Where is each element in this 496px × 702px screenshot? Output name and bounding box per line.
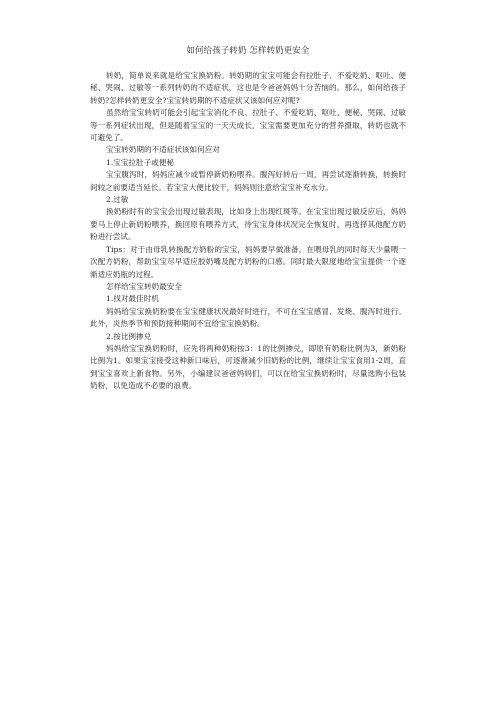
subheading-timing: 1.找对最佳时机 [106, 294, 159, 304]
document-title: 如何给孩子转奶 怎样转奶更安全 [186, 45, 310, 55]
section-heading-symptoms: 宝宝转奶期的不适症状该如何应对 [106, 145, 220, 155]
body-paragraph: 虽然给宝宝转奶可能会引起宝宝消化不良、拉肚子、不爱吃奶、呕吐、便秘、哭闹、过敏等一系列症状出现，但是随着宝宝的一天天成长，宝宝需要更加充分的营养摄取，转奶也就不可避免了。 [90, 108, 406, 143]
intro-paragraph: 转奶，简单说来就是给宝宝换奶粉。转奶期的宝宝可能会有拉肚子、不爱吃奶、呕吐、便秘、哭闹、过敏等一系列转奶的不适症状，这也是令爸爸妈妈十分苦恼的。那么，如何给孩子转奶?怎样转奶更安全?宝宝转奶期的不适症状又该如何应对呢? [90, 71, 406, 105]
body-paragraph: 宝宝腹泻时，妈妈应减少或暂停新奶粉喂养。腹泻好转后一周，再尝试逐渐转换，转换时间较之前要适当延长。若宝宝大便比较干，妈妈则注意给宝宝补充水分。 [90, 170, 406, 192]
document-body [90, 70, 406, 393]
tips-paragraph: Tips：对于由母乳转换配方奶粉的宝宝，妈妈要早做准备，在喂母乳的同时每天少量喂一次配方奶粉，帮助宝宝尽早适应胶奶嘴及配方奶粉的口感。同时最大限度地给宝宝提供一个逐渐适应奶瓶的过程。 [90, 244, 406, 279]
section-heading-safe-switch: 怎样给宝宝转奶最安全 [106, 281, 182, 291]
body-paragraph: 换奶粉时有的宝宝会出现过敏表现，比如身上出现红斑等。在宝宝出现过敏反应后，妈妈要马上停止新奶粉喂养，换回原有喂养方式，待宝宝身体状况完全恢复时，再选择其他配方奶粉进行尝试。 [90, 207, 406, 242]
subheading-allergy: 2.过敏 [106, 195, 129, 205]
subheading-ratio: 2.按比例掺兑 [106, 331, 152, 341]
body-paragraph: 妈妈给宝宝换奶粉要在宝宝健康状况最好时进行，不可在宝宝感冒、发烧、腹泻时进行。此外，炎热季节和预防接种期间不宜给宝宝换奶粉。 [90, 306, 406, 329]
subheading-diarrhea-constipation: 1.宝宝拉肚子或便秘 [106, 157, 174, 167]
body-paragraph: 妈妈给宝宝换奶粉时，应先将两种奶粉按3：1的比例掺兑，即原有奶粉比例为3，新奶粉比例为1。如果宝宝接受这种新口味后，可逐渐减少旧奶粉的比例，继续让宝宝食用1-2周，直到宝宝喜欢上新食物。另外，小编建议爸爸妈妈们，可以在给宝宝换奶粉时，尽量选购小包装奶粉，以免造成不必要的浪费。 [90, 343, 406, 391]
